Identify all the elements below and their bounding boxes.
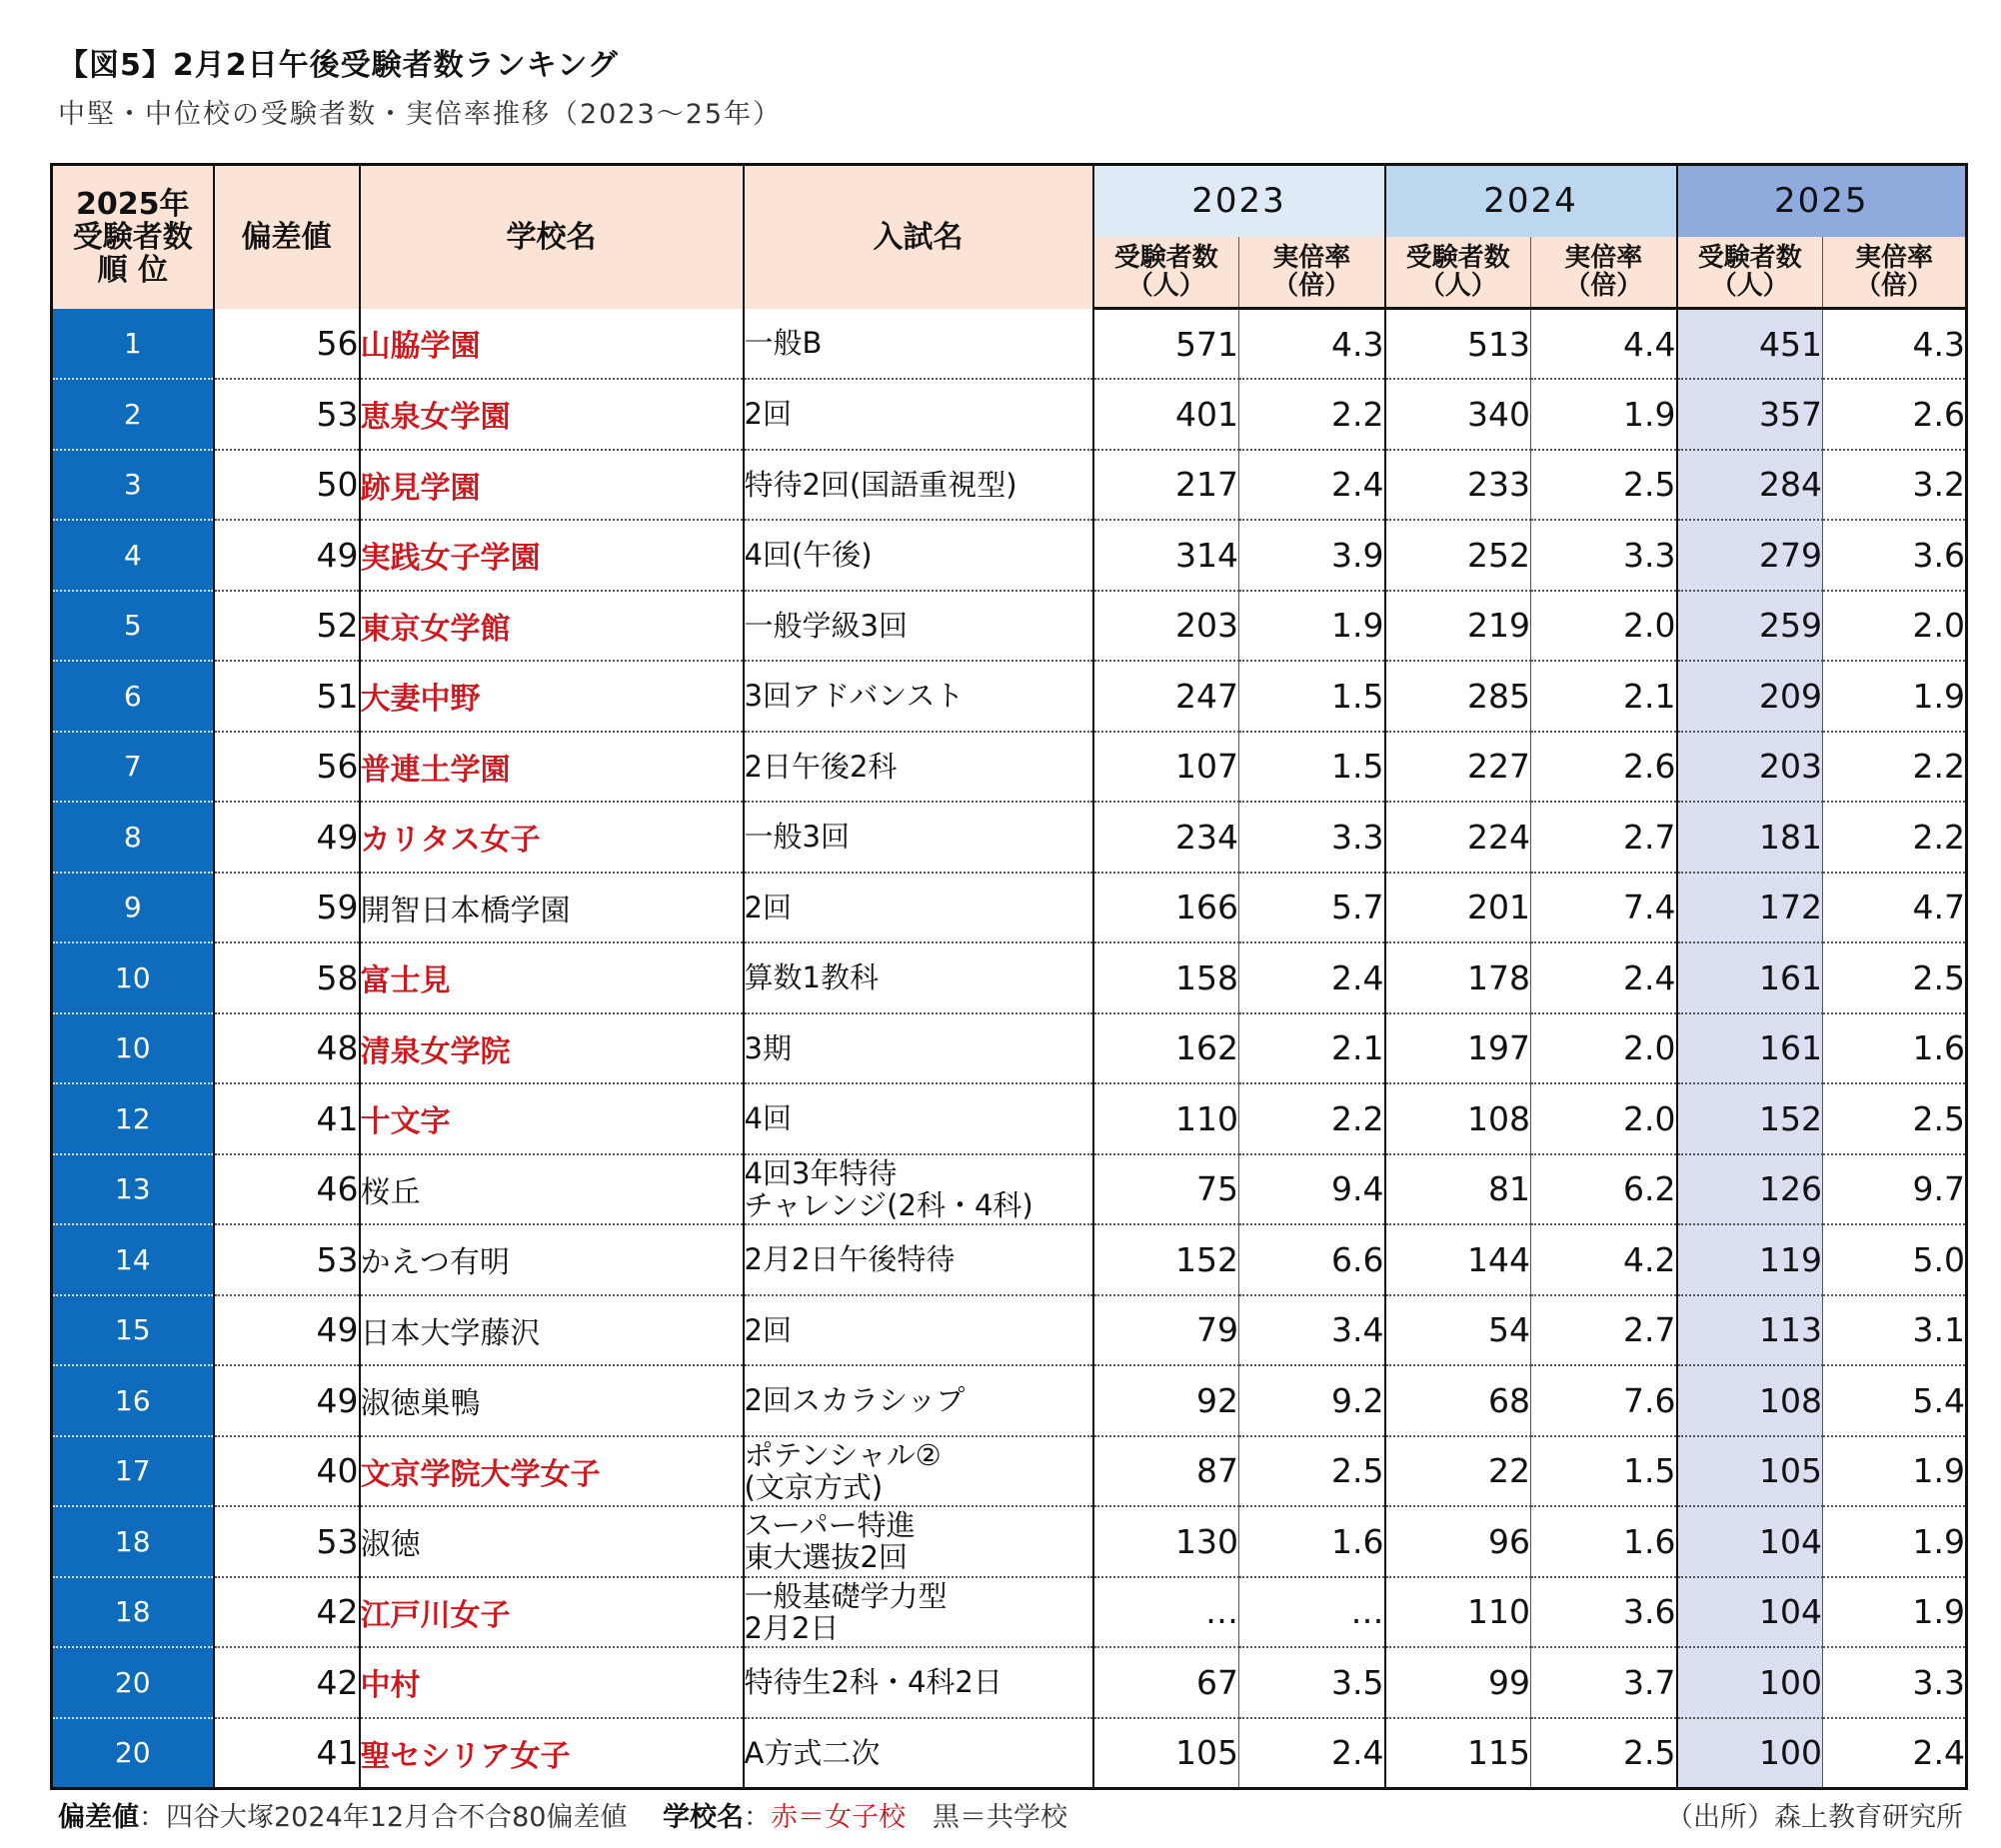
ratio-2023-cell: 1.9 (1239, 591, 1385, 662)
exam-name-cell (744, 520, 1093, 591)
school-name-cell: 日本大学藤沢 (360, 1295, 744, 1366)
ratio-2024-cell: 2.6 (1531, 732, 1677, 803)
count-2023-cell: 166 (1093, 873, 1239, 943)
footer-girls-legend: 赤＝女子校 (771, 1802, 907, 1833)
ratio-header-label: 実倍率 (1272, 242, 1351, 273)
rank-cell: 2 (52, 379, 214, 450)
ratio-2024-cell: 2.4 (1531, 942, 1677, 1013)
deviation-cell: 42 (214, 1577, 360, 1648)
ratio-2025-cell: 5.0 (1823, 1224, 1967, 1295)
count-2024-cell: 285 (1385, 661, 1531, 732)
school-name-cell: 恵泉女学園 (360, 379, 744, 450)
count-2024-cell: 96 (1385, 1506, 1531, 1577)
count-2025-cell: 113 (1677, 1295, 1823, 1366)
ratio-2024-cell: 2.0 (1531, 1013, 1677, 1084)
exam-name-line1: 一般3回 (744, 820, 850, 855)
ratio-2025-cell: 2.5 (1823, 942, 1967, 1013)
school-name-cell: 文京学院大学女子 (360, 1436, 744, 1507)
school-name-cell: 富士見 (360, 942, 744, 1013)
rank-cell: 14 (52, 1224, 214, 1295)
count-2024-cell: 340 (1385, 379, 1531, 450)
count-header-2025 (1677, 237, 1823, 309)
exam-name-cell (744, 591, 1093, 662)
exam-name-line2: チャレンジ(2科・4科) (744, 1187, 1033, 1222)
rank-cell: 20 (52, 1718, 214, 1789)
deviation-cell: 58 (214, 942, 360, 1013)
school-name-cell: 淑徳 (360, 1506, 744, 1577)
count-2024-cell: 22 (1385, 1436, 1531, 1507)
ratio-2025-cell: 4.3 (1823, 309, 1967, 380)
exam-name-cell (744, 1506, 1093, 1577)
deviation-cell: 50 (214, 450, 360, 521)
school-name-cell: 桜丘 (360, 1154, 744, 1225)
deviation-cell: 56 (214, 732, 360, 803)
count-header-label: 受験者数 (1697, 242, 1802, 273)
rank-cell: 16 (52, 1365, 214, 1436)
rank-cell: 10 (52, 1013, 214, 1084)
ratio-2025-cell: 2.4 (1823, 1718, 1967, 1789)
count-2024-cell: 68 (1385, 1365, 1531, 1436)
exam-name-line2: 2月2日 (744, 1610, 840, 1645)
rank-cell: 6 (52, 661, 214, 732)
deviation-cell: 49 (214, 1365, 360, 1436)
year-2025-header: 2025 (1677, 165, 1967, 237)
school-name-cell: 開智日本橋学園 (360, 873, 744, 943)
ratio-2023-cell: 2.4 (1239, 1718, 1385, 1789)
count-2025-cell: 152 (1677, 1083, 1823, 1154)
table-row (52, 802, 1967, 873)
exam-name-cell (744, 1154, 1093, 1225)
rank-header-line3: 順 位 (97, 252, 168, 288)
school-name-cell: カリタス女子 (360, 802, 744, 873)
deviation-cell: 40 (214, 1436, 360, 1507)
table-row (52, 1083, 1967, 1154)
exam-name-line1: 3期 (744, 1030, 792, 1065)
footer-colon: ： (744, 1802, 772, 1833)
exam-name-cell (744, 309, 1093, 380)
ratio-2024-cell: 2.1 (1531, 661, 1677, 732)
exam-name-line1: 2回スカラシップ (744, 1383, 966, 1418)
year-2023-header: 2023 (1093, 165, 1385, 237)
table-row (52, 450, 1967, 521)
count-header-label: 受験者数 (1113, 242, 1218, 273)
deviation-cell: 41 (214, 1083, 360, 1154)
school-name-cell: 東京女学館 (360, 591, 744, 662)
ratio-2024-cell: 2.0 (1531, 591, 1677, 662)
count-2025-cell: 161 (1677, 942, 1823, 1013)
deviation-header: 偏差値 (214, 165, 360, 309)
ratio-2025-cell: 3.6 (1823, 520, 1967, 591)
count-header-label: 受験者数 (1405, 242, 1510, 273)
school-name-cell: 江戸川女子 (360, 1577, 744, 1648)
count-2023-cell: 571 (1093, 309, 1239, 380)
ranking-table (50, 163, 1968, 1790)
ratio-2025-cell: 2.0 (1823, 591, 1967, 662)
exam-name-line1: 2回 (744, 397, 792, 432)
rank-cell: 10 (52, 942, 214, 1013)
ratio-2024-cell: 3.6 (1531, 1577, 1677, 1648)
count-2023-cell: 105 (1093, 1718, 1239, 1789)
count-header-unit: （人） (1710, 270, 1789, 301)
count-2025-cell: 203 (1677, 732, 1823, 803)
ratio-2023-cell: 4.3 (1239, 309, 1385, 380)
ratio-2025-cell: 3.1 (1823, 1295, 1967, 1366)
rank-header-line2: 受験者数 (72, 219, 193, 255)
deviation-cell: 46 (214, 1154, 360, 1225)
count-2025-cell: 100 (1677, 1647, 1823, 1718)
count-2023-cell: 401 (1093, 379, 1239, 450)
school-name-cell: 山脇学園 (360, 309, 744, 380)
count-2024-cell: 227 (1385, 732, 1531, 803)
ratio-2024-cell: 2.7 (1531, 802, 1677, 873)
count-2023-cell: 87 (1093, 1436, 1239, 1507)
count-2025-cell: 104 (1677, 1506, 1823, 1577)
ratio-header-unit: （倍） (1854, 270, 1933, 301)
school-name-cell: 実践女子学園 (360, 520, 744, 591)
exam-name-line1: 2日午後2科 (744, 749, 898, 784)
rank-cell: 8 (52, 802, 214, 873)
deviation-cell: 42 (214, 1647, 360, 1718)
deviation-cell: 51 (214, 661, 360, 732)
count-2023-cell: 158 (1093, 942, 1239, 1013)
count-2025-cell: 119 (1677, 1224, 1823, 1295)
ratio-header-2023 (1239, 237, 1385, 309)
ratio-2024-cell: 7.4 (1531, 873, 1677, 943)
rank-cell: 20 (52, 1647, 214, 1718)
count-2025-cell: 104 (1677, 1577, 1823, 1648)
exam-name-line1: 算数1教科 (744, 960, 879, 995)
footer-deviation-label: 偏差値 (58, 1802, 139, 1833)
deviation-cell: 53 (214, 1224, 360, 1295)
exam-name-cell (744, 379, 1093, 450)
ratio-2024-cell: 1.6 (1531, 1506, 1677, 1577)
school-name-cell: 大妻中野 (360, 661, 744, 732)
deviation-cell: 53 (214, 379, 360, 450)
table-row (52, 520, 1967, 591)
school-header: 学校名 (360, 165, 744, 309)
deviation-cell: 52 (214, 591, 360, 662)
school-name-cell: 淑徳巣鴨 (360, 1365, 744, 1436)
footer-coed-legend: 黒＝共学校 (933, 1802, 1068, 1833)
ratio-2024-cell: 2.0 (1531, 1083, 1677, 1154)
exam-name-line1: 3回アドバンスト (744, 679, 965, 714)
ratio-2025-cell: 2.5 (1823, 1083, 1967, 1154)
ratio-2023-cell: 3.3 (1239, 802, 1385, 873)
ratio-2024-cell: 1.9 (1531, 379, 1677, 450)
exam-name-line1: スーパー特進 (744, 1508, 916, 1543)
school-name-cell: 清泉女学院 (360, 1013, 744, 1084)
ratio-2025-cell: 9.7 (1823, 1154, 1967, 1225)
footer-school-label: 学校名 (663, 1802, 745, 1833)
count-2023-cell: 152 (1093, 1224, 1239, 1295)
table-row (52, 379, 1967, 450)
ratio-2024-cell: 6.2 (1531, 1154, 1677, 1225)
ratio-header-unit: （倍） (1564, 270, 1643, 301)
school-name-cell: かえつ有明 (360, 1224, 744, 1295)
exam-name-line1: 2回 (744, 890, 792, 924)
footer-deviation-text: ：四谷大塚2024年12月合不合80偏差値 (139, 1802, 628, 1833)
page-subtitle: 中堅・中位校の受験者数・実倍率推移（2023〜25年） (58, 99, 783, 130)
count-2024-cell: 108 (1385, 1083, 1531, 1154)
ratio-2025-cell: 3.3 (1823, 1647, 1967, 1718)
year-2024-header: 2024 (1385, 165, 1677, 237)
exam-header: 入試名 (744, 165, 1093, 309)
ratio-2025-cell: 1.9 (1823, 1506, 1967, 1577)
count-2024-cell: 178 (1385, 942, 1531, 1013)
count-2025-cell: 108 (1677, 1365, 1823, 1436)
school-name-cell: 中村 (360, 1647, 744, 1718)
school-name-cell: 跡見学園 (360, 450, 744, 521)
table-row (52, 1224, 1967, 1295)
table-row (52, 591, 1967, 662)
table-row (52, 1506, 1967, 1577)
exam-name-line1: ポテンシャル② (744, 1437, 942, 1472)
table-row (52, 1718, 1967, 1789)
table-row (52, 309, 1967, 380)
count-2025-cell: 126 (1677, 1154, 1823, 1225)
school-name-cell: 聖セシリア女子 (360, 1718, 744, 1789)
school-name-cell: 普連土学園 (360, 732, 744, 803)
ratio-2025-cell: 2.2 (1823, 732, 1967, 803)
count-header-unit: （人） (1418, 270, 1497, 301)
count-2025-cell: 284 (1677, 450, 1823, 521)
ratio-2024-cell: 4.2 (1531, 1224, 1677, 1295)
ratio-2023-cell: 3.5 (1239, 1647, 1385, 1718)
count-2025-cell: 451 (1677, 309, 1823, 380)
count-2023-cell: 79 (1093, 1295, 1239, 1366)
rank-cell: 9 (52, 873, 214, 943)
ratio-2023-cell: 5.7 (1239, 873, 1385, 943)
rank-cell: 13 (52, 1154, 214, 1225)
count-2024-cell: 99 (1385, 1647, 1531, 1718)
count-2025-cell: 209 (1677, 661, 1823, 732)
table-row (52, 732, 1967, 803)
exam-name-cell (744, 1577, 1093, 1648)
page-title: 【図5】2月2日午後受験者数ランキング (58, 48, 619, 83)
exam-name-cell (744, 873, 1093, 943)
ratio-2024-cell: 2.7 (1531, 1295, 1677, 1366)
ratio-2023-cell: … (1239, 1577, 1385, 1648)
rank-cell: 18 (52, 1577, 214, 1648)
count-2025-cell: 259 (1677, 591, 1823, 662)
count-2023-cell: 162 (1093, 1013, 1239, 1084)
ratio-header-2025 (1823, 237, 1967, 309)
exam-name-line1: 一般B (744, 326, 823, 361)
exam-name-line1: 4回3年特待 (744, 1155, 898, 1190)
table-row (52, 1647, 1967, 1718)
rank-cell: 1 (52, 309, 214, 380)
ratio-2023-cell: 1.6 (1239, 1506, 1385, 1577)
rank-cell: 4 (52, 520, 214, 591)
count-2024-cell: 110 (1385, 1577, 1531, 1648)
table-row (52, 1013, 1967, 1084)
count-2024-cell: 81 (1385, 1154, 1531, 1225)
exam-name-line1: 一般基礎学力型 (744, 1578, 948, 1613)
ratio-2024-cell: 1.5 (1531, 1436, 1677, 1507)
ratio-2023-cell: 1.5 (1239, 732, 1385, 803)
footer-source: （出所）森上教育研究所 (1666, 1802, 1963, 1833)
count-2025-cell: 181 (1677, 802, 1823, 873)
count-2024-cell: 54 (1385, 1295, 1531, 1366)
ratio-2023-cell: 2.4 (1239, 450, 1385, 521)
count-2025-cell: 100 (1677, 1718, 1823, 1789)
count-2023-cell: 203 (1093, 591, 1239, 662)
count-2023-cell: 234 (1093, 802, 1239, 873)
ratio-2024-cell: 2.5 (1531, 1718, 1677, 1789)
table-row (52, 1365, 1967, 1436)
rank-header-line1: 2025年 (76, 186, 190, 222)
exam-name-cell (744, 661, 1093, 732)
ratio-2025-cell: 4.7 (1823, 873, 1967, 943)
ratio-2023-cell: 9.4 (1239, 1154, 1385, 1225)
exam-name-line1: 一般学級3回 (744, 608, 908, 643)
exam-name-cell (744, 1436, 1093, 1507)
count-2024-cell: 233 (1385, 450, 1531, 521)
rank-cell: 7 (52, 732, 214, 803)
count-2024-cell: 513 (1385, 309, 1531, 380)
ratio-2023-cell: 9.2 (1239, 1365, 1385, 1436)
count-header-unit: （人） (1126, 270, 1205, 301)
table-row (52, 942, 1967, 1013)
exam-name-cell (744, 1647, 1093, 1718)
exam-name-cell (744, 1295, 1093, 1366)
ratio-2024-cell: 4.4 (1531, 309, 1677, 380)
count-header-2024 (1385, 237, 1531, 309)
exam-name-cell (744, 942, 1093, 1013)
exam-name-line1: 4回(午後) (744, 538, 873, 573)
rank-cell: 12 (52, 1083, 214, 1154)
count-2024-cell: 115 (1385, 1718, 1531, 1789)
ratio-2025-cell: 1.6 (1823, 1013, 1967, 1084)
ratio-header-label: 実倍率 (1564, 242, 1643, 273)
deviation-cell: 41 (214, 1718, 360, 1789)
table-row (52, 1577, 1967, 1648)
deviation-cell: 49 (214, 802, 360, 873)
exam-name-cell (744, 732, 1093, 803)
ratio-2025-cell: 1.9 (1823, 1436, 1967, 1507)
ratio-2023-cell: 6.6 (1239, 1224, 1385, 1295)
ratio-2025-cell: 2.6 (1823, 379, 1967, 450)
table-row (52, 1436, 1967, 1507)
exam-name-line1: 特待生2科・4科2日 (744, 1665, 1002, 1700)
table-row (52, 661, 1967, 732)
count-2023-cell: 217 (1093, 450, 1239, 521)
deviation-cell: 56 (214, 309, 360, 380)
count-2023-cell: 75 (1093, 1154, 1239, 1225)
exam-name-cell (744, 450, 1093, 521)
ratio-2025-cell: 1.9 (1823, 1577, 1967, 1648)
ratio-2024-cell: 7.6 (1531, 1365, 1677, 1436)
ratio-2023-cell: 3.4 (1239, 1295, 1385, 1366)
deviation-cell: 48 (214, 1013, 360, 1084)
rank-cell: 3 (52, 450, 214, 521)
count-2025-cell: 279 (1677, 520, 1823, 591)
count-2023-cell: 130 (1093, 1506, 1239, 1577)
footer-legend (58, 1795, 1067, 1834)
count-2023-cell: 67 (1093, 1647, 1239, 1718)
deviation-cell: 49 (214, 1295, 360, 1366)
ratio-2023-cell: 3.9 (1239, 520, 1385, 591)
exam-name-line2: 東大選抜2回 (744, 1540, 908, 1575)
ratio-2023-cell: 2.5 (1239, 1436, 1385, 1507)
rank-cell: 15 (52, 1295, 214, 1366)
rank-cell: 17 (52, 1436, 214, 1507)
ratio-header-2024 (1531, 237, 1677, 309)
count-2023-cell: 110 (1093, 1083, 1239, 1154)
count-2024-cell: 252 (1385, 520, 1531, 591)
ratio-2025-cell: 3.2 (1823, 450, 1967, 521)
ratio-header-unit: （倍） (1272, 270, 1351, 301)
exam-name-cell (744, 1224, 1093, 1295)
ratio-2023-cell: 2.2 (1239, 1083, 1385, 1154)
count-2023-cell: … (1093, 1577, 1239, 1648)
ratio-2024-cell: 3.3 (1531, 520, 1677, 591)
count-2023-cell: 107 (1093, 732, 1239, 803)
exam-name-cell (744, 1718, 1093, 1789)
exam-name-line1: 4回 (744, 1101, 792, 1136)
ratio-2023-cell: 2.4 (1239, 942, 1385, 1013)
rank-header (52, 165, 214, 309)
ratio-2024-cell: 3.7 (1531, 1647, 1677, 1718)
ratio-2023-cell: 1.5 (1239, 661, 1385, 732)
exam-name-line1: 2月2日午後特待 (744, 1242, 956, 1277)
deviation-cell: 53 (214, 1506, 360, 1577)
count-header-2023 (1093, 237, 1239, 309)
ratio-header-label: 実倍率 (1854, 242, 1933, 273)
exam-name-line1: 2回 (744, 1312, 792, 1347)
count-2024-cell: 201 (1385, 873, 1531, 943)
exam-name-cell (744, 802, 1093, 873)
ratio-2024-cell: 2.5 (1531, 450, 1677, 521)
count-2023-cell: 314 (1093, 520, 1239, 591)
school-name-cell: 十文字 (360, 1083, 744, 1154)
exam-name-line1: A方式二次 (744, 1735, 881, 1770)
count-2025-cell: 172 (1677, 873, 1823, 943)
exam-name-cell (744, 1365, 1093, 1436)
count-2025-cell: 357 (1677, 379, 1823, 450)
count-2024-cell: 224 (1385, 802, 1531, 873)
count-2023-cell: 92 (1093, 1365, 1239, 1436)
ratio-2025-cell: 2.2 (1823, 802, 1967, 873)
deviation-cell: 49 (214, 520, 360, 591)
count-2024-cell: 197 (1385, 1013, 1531, 1084)
exam-name-cell (744, 1013, 1093, 1084)
count-2025-cell: 105 (1677, 1436, 1823, 1507)
rank-cell: 18 (52, 1506, 214, 1577)
count-2024-cell: 219 (1385, 591, 1531, 662)
exam-name-cell (744, 1083, 1093, 1154)
table-row (52, 1295, 1967, 1366)
ratio-2023-cell: 2.1 (1239, 1013, 1385, 1084)
deviation-cell: 59 (214, 873, 360, 943)
count-2025-cell: 161 (1677, 1013, 1823, 1084)
ratio-2025-cell: 1.9 (1823, 661, 1967, 732)
ratio-2025-cell: 5.4 (1823, 1365, 1967, 1436)
count-2024-cell: 144 (1385, 1224, 1531, 1295)
table-row (52, 873, 1967, 943)
table-row (52, 1154, 1967, 1225)
exam-name-line1: 特待2回(国語重視型) (744, 467, 1017, 502)
rank-cell: 5 (52, 591, 214, 662)
count-2023-cell: 247 (1093, 661, 1239, 732)
exam-name-line2: (文京方式) (744, 1469, 884, 1504)
ratio-2023-cell: 2.2 (1239, 379, 1385, 450)
